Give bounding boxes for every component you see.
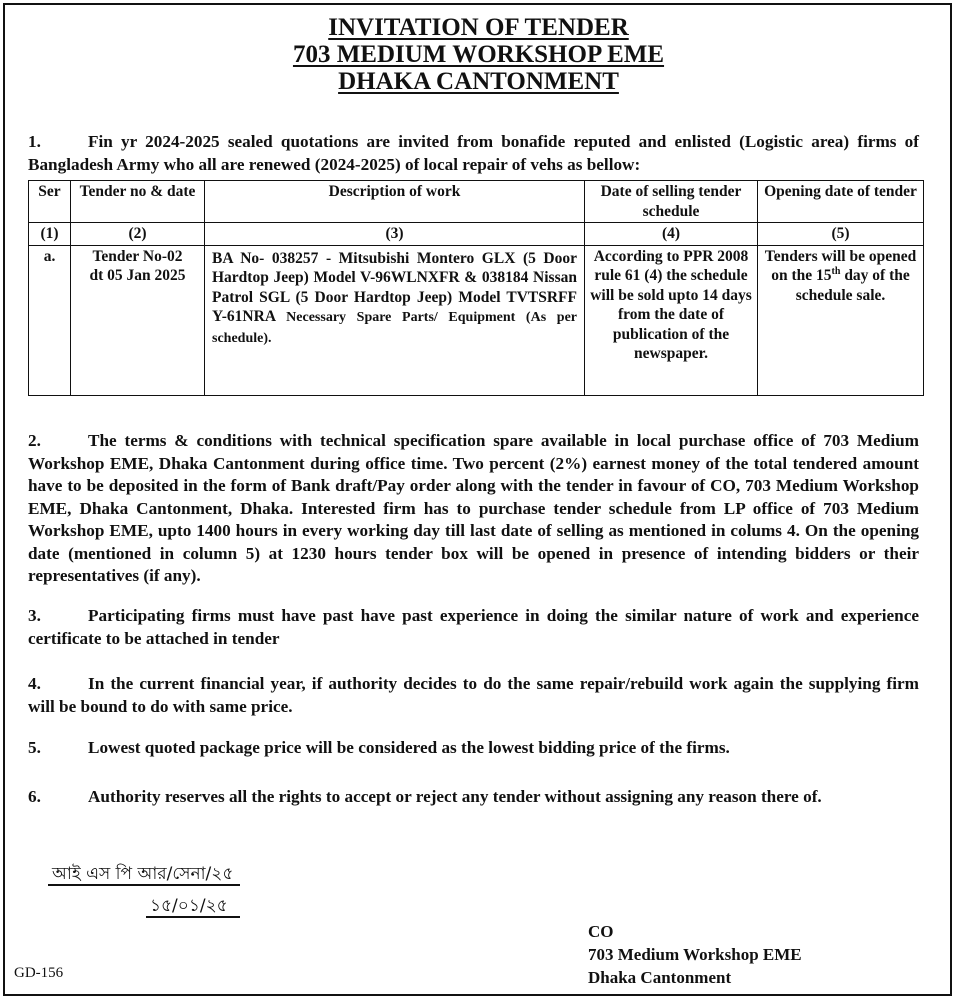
paragraph-number: 2. [28, 431, 41, 450]
col-number: (2) [71, 223, 205, 246]
cell-ser: a. [29, 245, 71, 395]
header-ser: Ser [29, 181, 71, 223]
tender-table [28, 180, 924, 396]
paragraph-5 [28, 737, 919, 760]
header [0, 14, 957, 95]
paragraph-4 [28, 673, 919, 718]
paragraph-number: 4. [28, 674, 41, 693]
paragraph-text: In the current financial year, if authority decides to do the same repair/rebuild work again the supplying firm will be bound to do with same price. [28, 674, 919, 716]
signatory-unit: 703 Medium Workshop EME [588, 945, 802, 964]
header-tender-no: Tender no & date [71, 181, 205, 223]
reference-underline [48, 884, 240, 886]
signatory-location: Dhaka Cantonment [588, 968, 732, 987]
header-selling-date: Date of selling tender schedule [585, 181, 758, 223]
paragraph-text: Fin yr 2024-2025 sealed quotations are invited from bonafide reputed and enlisted (Logistic area) firms of Bangladesh Army who all are renewed (2024-2025) of local repair of vehs as bellow: [28, 132, 919, 174]
reference-date: ১৫/০১/২৫ [150, 896, 228, 916]
signatory-title: CO [588, 922, 614, 941]
column-number-row [29, 223, 924, 246]
paragraph-text: Lowest quoted package price will be considered as the lowest bidding price of the firms. [88, 738, 730, 757]
paragraph-text: Participating firms must have past have past experience in doing the similar nature of work and experience certificate to be attached in tender [28, 606, 919, 648]
description-main: BA No- 038257 - Mitsubishi Montero GLX (5 Door Hardtop Jeep) Model V-96WLNXFR & 038184 Nissan Patrol SGL (5 Door Hardtop Jeep) Model TVTSRFF Y-61NRA [212, 249, 577, 325]
signature-block [588, 920, 802, 989]
gd-code: GD-156 [14, 965, 64, 981]
cell-description [205, 245, 585, 395]
header-opening-date: Opening date of tender [758, 181, 924, 223]
col-number: (4) [585, 223, 758, 246]
table-row [29, 245, 924, 395]
paragraph-1 [28, 131, 919, 176]
col-number: (3) [205, 223, 585, 246]
tender-date: dt 05 Jan 2025 [89, 267, 186, 284]
paragraph-text: The terms & conditions with technical specification spare available in local purchase office of 703 Medium Workshop EME, Dhaka Cantonment during office time. Two percent (2%) earnest money of the total tendered amount have to be deposited in the form of Bank draft/Pay order along with the tender in favour of CO, 703 Medium Workshop EME, Dhaka Cantonment, Dhaka. Interested firm has to purchase tender schedule from LP office of 703 Medium Workshop EME, upto 1400 hours in every working day till last date of selling as mentioned in colums 4. On the opening date (mentioned in column 5) at 1230 hours tender box will be opened in presence of intending bidders or their representatives (if any). [28, 431, 919, 585]
opening-text-tail: day of the schedule sale. [795, 267, 910, 304]
header-description: Description of work [205, 181, 585, 223]
col-number: (5) [758, 223, 924, 246]
paragraph-number: 6. [28, 787, 41, 806]
paragraph-text: Authority reserves all the rights to accept or reject any tender without assigning any reason there of. [88, 787, 822, 806]
paragraph-2 [28, 430, 919, 588]
date-underline [146, 916, 240, 918]
description-small: Necessary Spare Parts/ Equipment (As per schedule). [212, 310, 577, 346]
unit-name: 703 MEDIUM WORKSHOP EME [292, 41, 665, 68]
cell-tender-no [71, 245, 205, 395]
paragraph-number: 3. [28, 606, 41, 625]
reference-number: আই এস পি আর/সেনা/২৫ [52, 864, 234, 884]
tender-number: Tender No-02 [92, 247, 183, 265]
table-header-row [29, 181, 924, 223]
ordinal-suffix: th [831, 265, 841, 277]
paragraph-number: 5. [28, 738, 41, 757]
opening-text: Tenders will be opened on the 15 [764, 247, 917, 284]
notice-title: INVITATION OF TENDER [328, 14, 629, 41]
paragraph-number: 1. [28, 132, 41, 151]
cell-selling: According to PPR 2008 rule 61 (4) the schedule will be sold upto 14 days from the date of publication of the newspaper. [585, 245, 758, 395]
paragraph-6 [28, 786, 919, 809]
paragraph-3 [28, 605, 919, 650]
cell-opening [758, 245, 924, 395]
col-number: (1) [29, 223, 71, 246]
unit-location: DHAKA CANTONMENT [338, 68, 619, 95]
